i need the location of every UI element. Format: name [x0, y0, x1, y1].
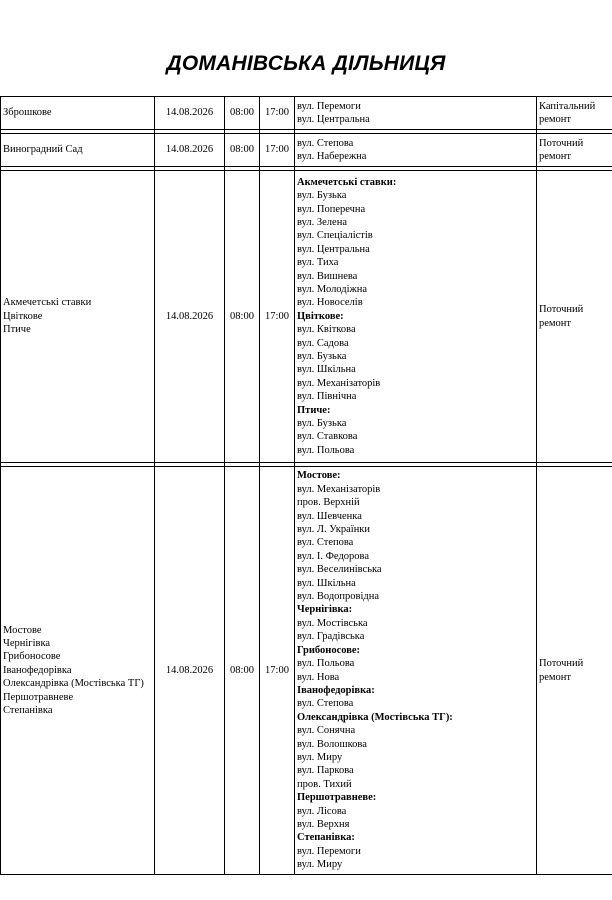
end-time-cell: 17:00 [260, 97, 295, 130]
street-item: вул. Мостівська [297, 617, 368, 629]
street-item: вул. Лісова [297, 805, 347, 817]
start-time-cell: 08:00 [225, 467, 260, 875]
street-item: вул. І. Федорова [297, 550, 370, 562]
work-type-cell: Поточний ремонт [537, 467, 612, 875]
street-item: вул. Польова [297, 444, 355, 456]
start-time-cell: 08:00 [225, 171, 260, 463]
settlements-cell: Акмечетські ставки Цвіткове Птиче [1, 171, 155, 463]
settlement-heading: Мостове: [297, 470, 341, 482]
settlement-heading: Грибоносове: [297, 644, 361, 656]
street-item: вул. Шевченка [297, 510, 362, 522]
end-time-cell: 17:00 [260, 134, 295, 167]
street-item: вул. Садова [297, 337, 349, 349]
outage-schedule-table [0, 96, 612, 875]
street-item: пров. Тихий [297, 778, 352, 790]
streets-cell [295, 171, 537, 463]
settlement-heading: Іванофедорівка: [297, 684, 375, 696]
street-item: вул. Зелена [297, 216, 347, 228]
table-row [1, 134, 612, 167]
date-cell: 14.08.2026 [155, 467, 225, 875]
street-item: вул. Набережна [297, 151, 367, 162]
table-row [1, 97, 612, 130]
street-item: вул. Бузька [297, 190, 347, 202]
date-cell: 14.08.2026 [155, 134, 225, 167]
table-row [1, 171, 612, 463]
street-item: вул. Квіткова [297, 324, 356, 336]
street-item: вул. Механізаторів [297, 377, 381, 389]
table-row [1, 467, 612, 875]
street-item: вул. Молодіжна [297, 283, 368, 295]
street-item: пров. Верхній [297, 497, 360, 509]
street-item: вул. Веселинівська [297, 564, 382, 576]
street-item: вул. Степова [297, 698, 354, 710]
settlement-heading: Першотравневе: [297, 792, 377, 804]
settlements-cell: Зброшкове [1, 97, 155, 130]
street-item: вул. Польова [297, 658, 355, 670]
street-item: вул. Північна [297, 391, 357, 403]
settlement-heading: Птиче: [297, 404, 331, 416]
street-item: вул. Степова [297, 537, 354, 549]
start-time-cell: 08:00 [225, 97, 260, 130]
street-item: вул. Новоселів [297, 297, 363, 309]
settlement-heading: Акмечетські ставки: [297, 176, 397, 188]
street-item: вул. Степова [297, 137, 354, 149]
street-item: вул. Перемоги [297, 845, 361, 857]
street-item: вул. Центральна [297, 243, 370, 255]
street-item: вул. Паркова [297, 765, 354, 777]
street-item: вул. Бузька [297, 351, 347, 363]
settlements-cell: Виноградний Сад [1, 134, 155, 167]
street-item: вул. Градівська [297, 631, 365, 643]
streets-cell [295, 467, 537, 875]
settlement-heading: Цвіткове: [297, 310, 344, 322]
schedule-body [1, 97, 612, 875]
street-item: вул. Ставкова [297, 431, 358, 443]
street-item: вул. Перемоги [297, 100, 361, 112]
street-item: вул. Л. Українки [297, 524, 371, 536]
street-item: вул. Водопровідна [297, 591, 380, 603]
street-item: вул. Бузька [297, 418, 347, 430]
street-item: вул. Верхня [297, 818, 350, 830]
street-item: вул. Тиха [297, 257, 339, 269]
end-time-cell: 17:00 [260, 171, 295, 463]
street-item: вул. Волошкова [297, 738, 367, 750]
streets-cell [295, 134, 537, 167]
date-cell: 14.08.2026 [155, 171, 225, 463]
street-item: вул. Спеціалістів [297, 230, 373, 242]
street-item: вул. Центральна [297, 114, 370, 125]
date-cell: 14.08.2026 [155, 97, 225, 130]
work-type-cell: Поточний ремонт [537, 171, 612, 463]
work-type-cell: Капітальний ремонт [537, 97, 612, 130]
settlement-heading: Чернігівка: [297, 604, 353, 616]
end-time-cell: 17:00 [260, 467, 295, 875]
street-item: вул. Поперечна [297, 203, 366, 215]
street-item: вул. Миру [297, 751, 343, 763]
work-type-cell: Поточний ремонт [537, 134, 612, 167]
street-item: вул. Миру [297, 859, 343, 871]
start-time-cell: 08:00 [225, 134, 260, 167]
street-item: вул. Нова [297, 671, 340, 683]
settlements-cell: Мостове Чернігівка Грибоносове Іванофедорівка Олександрівка (Мостівська ТГ) Першотравневе Степанівка [1, 467, 155, 875]
street-item: вул. Шкільна [297, 364, 356, 376]
street-item: вул. Вишнева [297, 270, 358, 282]
street-item: вул. Механізаторів [297, 483, 381, 495]
settlement-heading: Олександрівка (Мостівська ТГ): [297, 711, 453, 723]
page-title: ДОМАНІВСЬКА ДІЛЬНИЦЯ [166, 52, 446, 75]
streets-cell [295, 97, 537, 130]
street-item: вул. Шкільна [297, 577, 356, 589]
settlement-heading: Степанівка: [297, 832, 355, 844]
street-item: вул. Сонячна [297, 725, 356, 737]
